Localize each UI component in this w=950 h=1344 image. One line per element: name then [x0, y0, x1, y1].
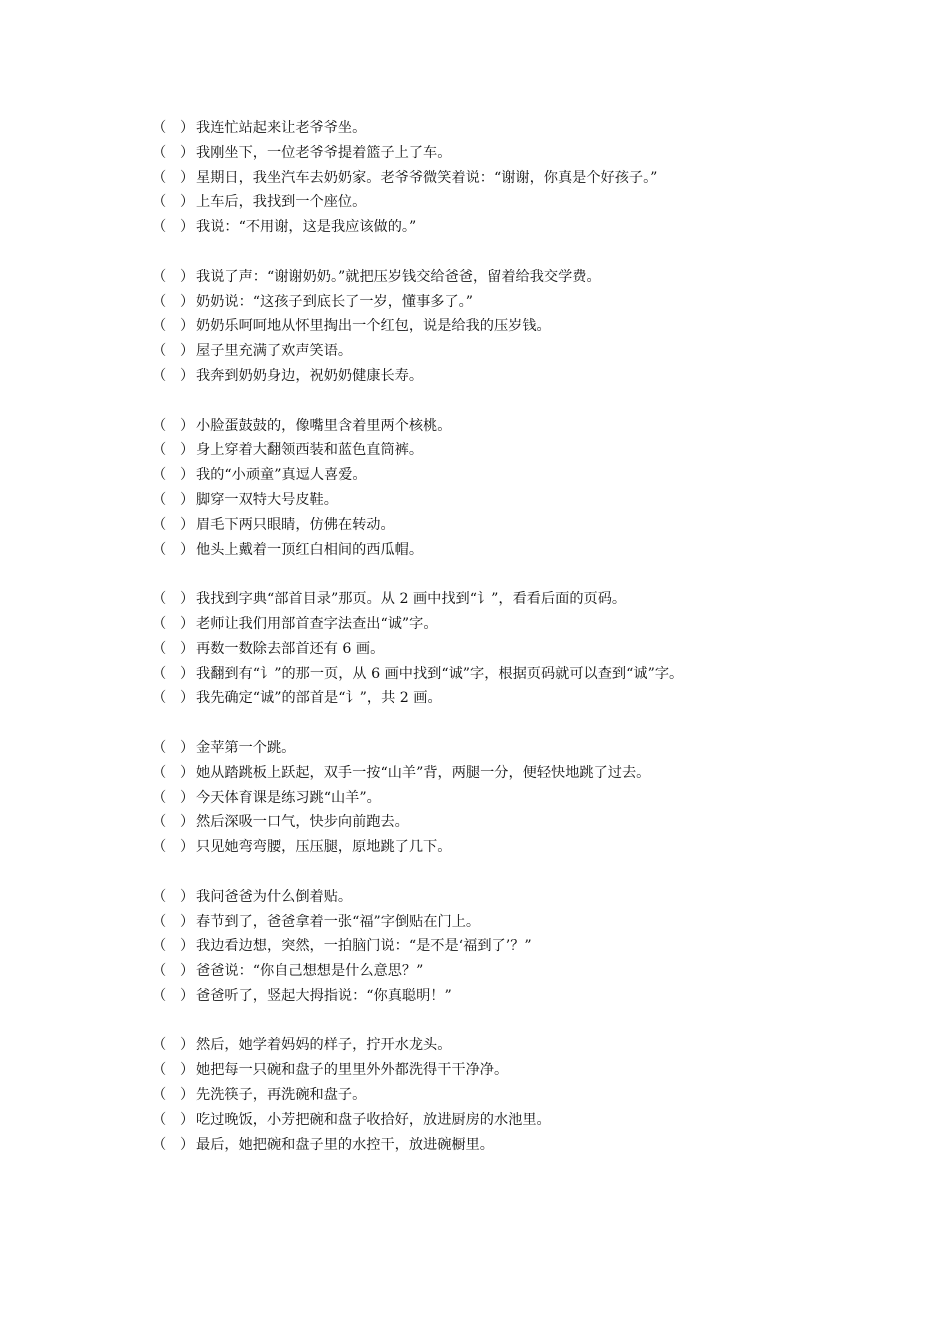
- close-paren: ）: [180, 987, 195, 1004]
- ordering-item: [152, 959, 932, 984]
- close-paren: ）: [180, 1087, 195, 1104]
- close-paren: ）: [180, 293, 195, 310]
- order-number-blank[interactable]: [152, 488, 196, 513]
- sentence-text: 只见她弯弯腰，压压腿，原地跳了几下。: [196, 839, 452, 856]
- sentence-text: 今天体育课是练习跳“山羊”。: [196, 789, 381, 806]
- ordering-item: [152, 488, 932, 513]
- close-paren: ）: [180, 541, 195, 558]
- order-number-blank[interactable]: [152, 1108, 196, 1133]
- ordering-item: [152, 215, 932, 240]
- order-number-blank[interactable]: [152, 1133, 196, 1158]
- sentence-group-1: [152, 116, 932, 240]
- ordering-item: [152, 835, 932, 860]
- order-number-blank[interactable]: [152, 1058, 196, 1083]
- open-paren: （: [152, 491, 167, 508]
- ordering-item: [152, 364, 932, 389]
- sentence-text: 爸爸听了，竖起大拇指说：“你真聪明！”: [196, 987, 452, 1004]
- order-number-blank[interactable]: [152, 364, 196, 389]
- ordering-item: [152, 761, 932, 786]
- sentence-text: 我问爸爸为什么倒着贴。: [196, 888, 353, 905]
- order-number-blank[interactable]: [152, 414, 196, 439]
- sentence-text: 脚穿一双特大号皮鞋。: [196, 491, 338, 508]
- sentence-text: 她从踏跳板上跃起，双手一按“山羊”背，两腿一分，便轻快地跳了过去。: [196, 764, 651, 781]
- ordering-item: [152, 612, 932, 637]
- close-paren: ）: [180, 169, 195, 186]
- close-paren: ）: [180, 318, 195, 335]
- order-number-blank[interactable]: [152, 215, 196, 240]
- sentence-text: 我说：“不用谢，这是我应该做的。”: [196, 219, 417, 236]
- sentence-text: 奶奶说：“这孩子到底长了一岁，懂事多了。”: [196, 293, 473, 310]
- close-paren: ）: [180, 219, 195, 236]
- open-paren: （: [152, 120, 167, 136]
- ordering-item: [152, 538, 932, 563]
- open-paren: （: [152, 417, 167, 434]
- sentence-text: 奶奶乐呵呵地从怀里掏出一个红包，说是给我的压岁钱。: [196, 318, 551, 335]
- ordering-item: [152, 290, 932, 315]
- ordering-item: [152, 265, 932, 290]
- open-paren: （: [152, 194, 167, 211]
- order-number-blank[interactable]: [152, 116, 196, 141]
- ordering-item: [152, 190, 932, 215]
- ordering-item: [152, 414, 932, 439]
- close-paren: ）: [180, 1136, 195, 1153]
- order-number-blank[interactable]: [152, 314, 196, 339]
- sentence-text: 上车后，我找到一个座位。: [196, 194, 367, 211]
- sentence-text: 星期日，我坐汽车去奶奶家。老爷爷微笑着说：“谢谢，你真是个好孩子。”: [196, 169, 658, 186]
- sentence-text: 再数一数除去部首还有 6 画。: [196, 640, 385, 657]
- open-paren: （: [152, 938, 167, 955]
- order-number-blank[interactable]: [152, 984, 196, 1009]
- order-number-blank[interactable]: [152, 686, 196, 711]
- close-paren: ）: [180, 789, 195, 806]
- order-number-blank[interactable]: [152, 1033, 196, 1058]
- ordering-item: [152, 513, 932, 538]
- order-number-blank[interactable]: [152, 265, 196, 290]
- ordering-item: [152, 736, 932, 761]
- order-number-blank[interactable]: [152, 538, 196, 563]
- order-number-blank[interactable]: [152, 761, 196, 786]
- sentence-group-4: [152, 587, 932, 711]
- ordering-item: [152, 1058, 932, 1083]
- open-paren: （: [152, 467, 167, 484]
- order-number-blank[interactable]: [152, 959, 196, 984]
- sentence-text: 我先确定“诚”的部首是“讠”，共 2 画。: [196, 690, 442, 707]
- order-number-blank[interactable]: [152, 736, 196, 761]
- sentence-text: 最后，她把碗和盘子里的水控干，放进碗橱里。: [196, 1136, 494, 1153]
- close-paren: ）: [180, 1111, 195, 1128]
- ordering-item: [152, 810, 932, 835]
- ordering-item: [152, 314, 932, 339]
- ordering-item: [152, 339, 932, 364]
- open-paren: （: [152, 789, 167, 806]
- open-paren: （: [152, 516, 167, 533]
- open-paren: （: [152, 1136, 167, 1153]
- ordering-item: [152, 910, 932, 935]
- ordering-item: [152, 1033, 932, 1058]
- worksheet: [152, 116, 932, 1182]
- sentence-text: 我翻到有“讠”的那一页，从 6 画中找到“诚”字，根据页码就可以查到“诚”字。: [196, 665, 684, 682]
- order-number-blank[interactable]: [152, 166, 196, 191]
- open-paren: （: [152, 591, 167, 608]
- sentence-text: 老师让我们用部首查字法查出“诚”字。: [196, 615, 438, 632]
- open-paren: （: [152, 739, 167, 756]
- ordering-item: [152, 1133, 932, 1158]
- sentence-text: 先洗筷子，再洗碗和盘子。: [196, 1087, 367, 1104]
- ordering-item: [152, 662, 932, 687]
- sentence-text: 小脸蛋鼓鼓的，像嘴里含着里两个核桃。: [196, 417, 452, 434]
- close-paren: ）: [180, 640, 195, 657]
- open-paren: （: [152, 318, 167, 335]
- ordering-item: [152, 1108, 932, 1133]
- sentence-text: 吃过晚饭，小芳把碗和盘子收拾好，放进厨房的水池里。: [196, 1111, 551, 1128]
- close-paren: ）: [180, 1037, 195, 1054]
- sentence-text: 春节到了，爸爸拿着一张“福”字倒贴在门上。: [196, 913, 481, 930]
- open-paren: （: [152, 839, 167, 856]
- order-number-blank[interactable]: [152, 141, 196, 166]
- open-paren: （: [152, 541, 167, 558]
- sentence-text: 我刚坐下，一位老爷爷提着篮子上了车。: [196, 144, 452, 161]
- order-number-blank[interactable]: [152, 513, 196, 538]
- order-number-blank[interactable]: [152, 910, 196, 935]
- open-paren: （: [152, 764, 167, 781]
- close-paren: ）: [180, 963, 195, 980]
- ordering-item: [152, 984, 932, 1009]
- open-paren: （: [152, 640, 167, 657]
- close-paren: ）: [180, 516, 195, 533]
- order-number-blank[interactable]: [152, 290, 196, 315]
- order-number-blank[interactable]: [152, 1083, 196, 1108]
- order-number-blank[interactable]: [152, 637, 196, 662]
- order-number-blank[interactable]: [152, 662, 196, 687]
- close-paren: ）: [180, 1062, 195, 1079]
- sentence-text: 金苹第一个跳。: [196, 739, 296, 756]
- close-paren: ）: [180, 417, 195, 434]
- sentence-group-5: [152, 736, 932, 860]
- ordering-item: [152, 885, 932, 910]
- sentence-text: 我说了声：“谢谢奶奶。”就把压岁钱交给爸爸，留着给我交学费。: [196, 268, 601, 285]
- sentence-text: 我找到字典“部首目录”那页。从 2 画中找到“讠”，看看后面的页码。: [196, 591, 627, 608]
- order-number-blank[interactable]: [152, 438, 196, 463]
- open-paren: （: [152, 1062, 167, 1079]
- open-paren: （: [152, 268, 167, 285]
- sentence-text: 然后深吸一口气，快步向前跑去。: [196, 814, 409, 831]
- close-paren: ）: [180, 814, 195, 831]
- close-paren: ）: [180, 938, 195, 955]
- close-paren: ）: [180, 467, 195, 484]
- open-paren: （: [152, 219, 167, 236]
- open-paren: （: [152, 144, 167, 161]
- sentence-text: 我边看边想，突然，一拍脑门说：“是不是‘福到了’？”: [196, 938, 532, 955]
- sentence-text: 他头上戴着一顶红白相间的西瓜帽。: [196, 541, 424, 558]
- sentence-group-7: [152, 1033, 932, 1157]
- sentence-text: 我的“小顽童”真逗人喜爱。: [196, 467, 367, 484]
- ordering-item: [152, 463, 932, 488]
- ordering-item: [152, 637, 932, 662]
- open-paren: （: [152, 963, 167, 980]
- sentence-text: 我奔到奶奶身边，祝奶奶健康长寿。: [196, 367, 424, 384]
- ordering-item: [152, 786, 932, 811]
- open-paren: （: [152, 987, 167, 1004]
- close-paren: ）: [180, 615, 195, 632]
- sentence-text: 眉毛下两只眼睛，仿佛在转动。: [196, 516, 395, 533]
- open-paren: （: [152, 442, 167, 459]
- open-paren: （: [152, 169, 167, 186]
- sentence-text: 她把每一只碗和盘子的里里外外都洗得干干净净。: [196, 1062, 509, 1079]
- ordering-item: [152, 934, 932, 959]
- sentence-text: 屋子里充满了欢声笑语。: [196, 343, 353, 360]
- order-number-blank[interactable]: [152, 190, 196, 215]
- sentence-text: 我连忙站起来让老爷爷坐。: [196, 120, 367, 136]
- open-paren: （: [152, 888, 167, 905]
- close-paren: ）: [180, 194, 195, 211]
- close-paren: ）: [180, 764, 195, 781]
- sentence-text: 爸爸说：“你自己想想是什么意思？”: [196, 963, 424, 980]
- open-paren: （: [152, 1037, 167, 1054]
- ordering-item: [152, 438, 932, 463]
- close-paren: ）: [180, 268, 195, 285]
- order-number-blank[interactable]: [152, 587, 196, 612]
- close-paren: ）: [180, 591, 195, 608]
- close-paren: ）: [180, 888, 195, 905]
- open-paren: （: [152, 615, 167, 632]
- close-paren: ）: [180, 367, 195, 384]
- order-number-blank[interactable]: [152, 810, 196, 835]
- open-paren: （: [152, 814, 167, 831]
- close-paren: ）: [180, 839, 195, 856]
- open-paren: （: [152, 293, 167, 310]
- ordering-item: [152, 141, 932, 166]
- open-paren: （: [152, 665, 167, 682]
- close-paren: ）: [180, 144, 195, 161]
- order-number-blank[interactable]: [152, 835, 196, 860]
- open-paren: （: [152, 367, 167, 384]
- close-paren: ）: [180, 665, 195, 682]
- open-paren: （: [152, 1111, 167, 1128]
- order-number-blank[interactable]: [152, 339, 196, 364]
- order-number-blank[interactable]: [152, 885, 196, 910]
- open-paren: （: [152, 343, 167, 360]
- sentence-group-2: [152, 265, 932, 389]
- close-paren: ）: [180, 343, 195, 360]
- close-paren: ）: [180, 913, 195, 930]
- close-paren: ）: [180, 690, 195, 707]
- ordering-item: [152, 166, 932, 191]
- sentence-text: 身上穿着大翻领西装和蓝色直筒裤。: [196, 442, 424, 459]
- order-number-blank[interactable]: [152, 612, 196, 637]
- order-number-blank[interactable]: [152, 463, 196, 488]
- close-paren: ）: [180, 120, 195, 136]
- order-number-blank[interactable]: [152, 786, 196, 811]
- open-paren: （: [152, 1087, 167, 1104]
- ordering-item: [152, 1083, 932, 1108]
- order-number-blank[interactable]: [152, 934, 196, 959]
- ordering-item: [152, 686, 932, 711]
- sentence-text: 然后，她学着妈妈的样子，拧开水龙头。: [196, 1037, 452, 1054]
- open-paren: （: [152, 690, 167, 707]
- ordering-item: [152, 116, 932, 141]
- close-paren: ）: [180, 491, 195, 508]
- sentence-group-3: [152, 414, 932, 563]
- close-paren: ）: [180, 739, 195, 756]
- sentence-group-6: [152, 885, 932, 1009]
- close-paren: ）: [180, 442, 195, 459]
- open-paren: （: [152, 913, 167, 930]
- ordering-item: [152, 587, 932, 612]
